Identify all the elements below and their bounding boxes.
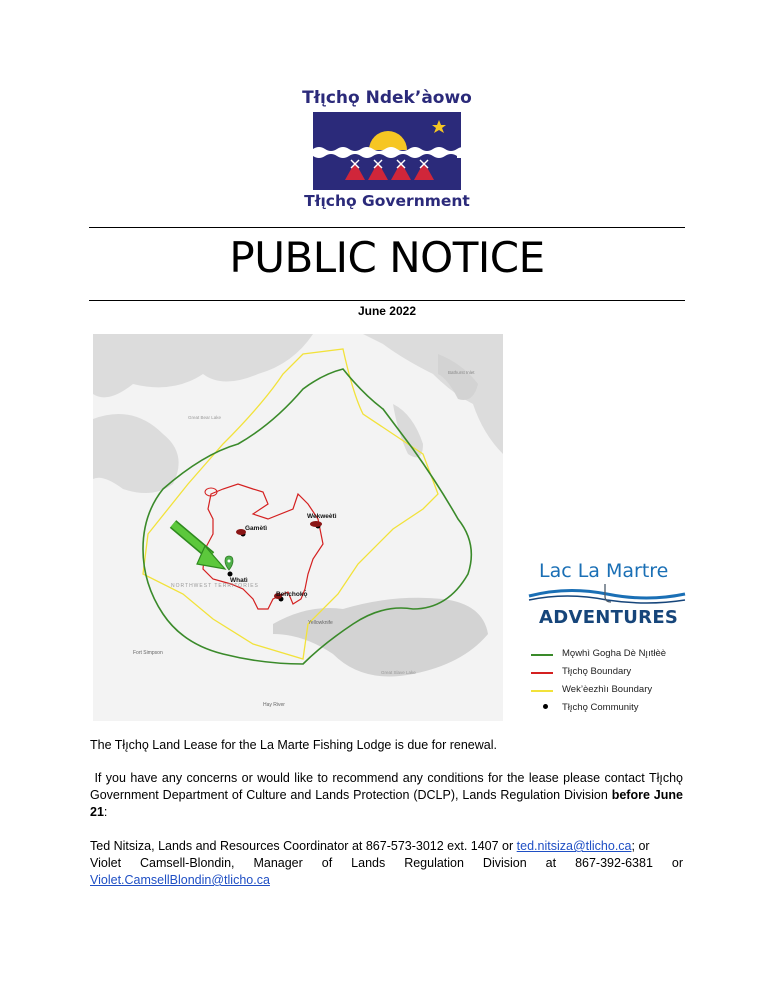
map-label-great-slave-lake: Great Slave Lake xyxy=(381,670,416,675)
map-label-whati: Whatì xyxy=(230,577,248,584)
org-name-top: Tłı̨chǫ Ndek’àowo xyxy=(302,88,472,108)
contact2-email-link[interactable]: Violet.CamsellBlondin@tlicho.ca xyxy=(90,873,270,887)
map-label-behchoko: Behchokǫ̀ xyxy=(276,591,308,598)
paragraph-contact-request xyxy=(90,770,683,821)
map-label-bathurst-inlet: Bathurst Inlet xyxy=(448,370,475,375)
contact1-text: Ted Nitsiza, Lands and Resources Coordinator at 867-573-3012 ext. 1407 or xyxy=(90,839,514,853)
deadline-text: before June 21 xyxy=(90,788,683,819)
contact1-end: ; or xyxy=(631,839,650,853)
contact2-text: Violet Camsell-Blondin, Manager of Lands Regulation Division at 867-392-6381 or xyxy=(90,856,683,870)
org-name-bottom: Tłı̨chǫ Government xyxy=(304,192,470,210)
contact-request-text: If you have any concerns or would like to recommend any conditions for the lease please contact Tłı̨chǫ Government Department of Culture and Lands Protection (DCLP), Lands Regulation Division xyxy=(90,771,683,802)
tlicho-government-flag-logo xyxy=(313,112,461,190)
map-label-nwt: NORTHWEST TERRITORIES xyxy=(171,583,259,589)
contact-line-3 xyxy=(90,872,683,889)
whati-dot xyxy=(228,572,233,577)
legend-label-mowhi: Mǫwhì Gogha Dè Nı̨ıtłèè xyxy=(562,648,667,659)
legend-label-wekeezhii: Wek’èezhìı Boundary xyxy=(562,684,653,695)
legend-label-community: Tłı̨chǫ Community xyxy=(562,702,639,713)
legend-community-dot-icon xyxy=(543,704,548,709)
top-rule xyxy=(89,227,685,228)
map-label-hay-river: Hay River xyxy=(263,702,285,708)
legend-swatch-mowhi xyxy=(531,654,553,656)
map-label-yellowknife: Yellowknife xyxy=(308,620,333,626)
notice-date: June 2022 xyxy=(357,304,417,318)
contact1-email-link[interactable]: ted.nitsiza@tlicho.ca xyxy=(516,839,632,853)
brand-fish-hook-swoosh-icon xyxy=(527,582,687,608)
contact-line-1 xyxy=(90,838,683,855)
paragraph-lease-renewal: The Tłı̨chǫ Land Lease for the La Marte Fishing Lodge is due for renewal. xyxy=(90,738,497,752)
bottom-rule xyxy=(89,300,685,301)
map-label-fort-simpson: Fort Simpson xyxy=(133,650,163,656)
brand-logo xyxy=(527,560,687,632)
map-label-wekweeti: Wekweètì xyxy=(307,513,337,520)
map-label-great-bear-lake: Great Bear Lake xyxy=(188,415,222,420)
contact-request-colon: : xyxy=(103,805,108,819)
region-map xyxy=(93,334,503,721)
brand-line1: Lac La Martre xyxy=(539,560,669,582)
brand-line2: ADVENTURES xyxy=(539,607,679,628)
contact-line-2 xyxy=(90,855,683,872)
page-title: PUBLIC NOTICE xyxy=(229,233,545,282)
legend-swatch-tlicho xyxy=(531,672,553,674)
map-label-gameti: Gamètì xyxy=(245,525,268,532)
legend-swatch-wekeezhii xyxy=(531,690,553,692)
legend-label-tlicho: Tłı̨chǫ Boundary xyxy=(562,666,632,677)
